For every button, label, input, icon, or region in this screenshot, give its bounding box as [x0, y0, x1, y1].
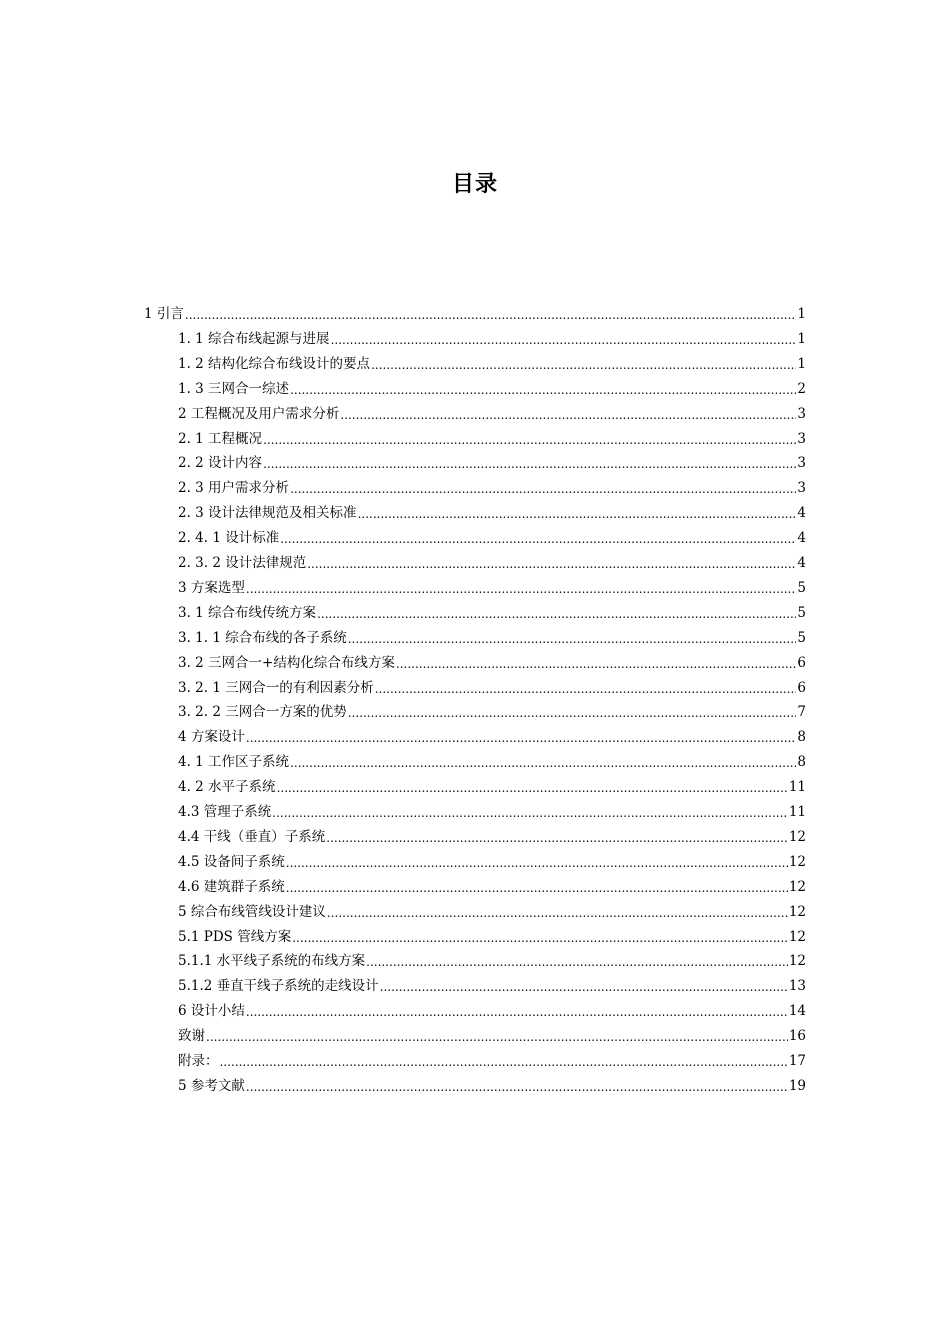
toc-dot-leader	[280, 531, 796, 547]
toc-entry[interactable]	[178, 622, 806, 647]
toc-entry-label: 2. 3 设计法律规范及相关标准	[178, 505, 357, 522]
toc-entry[interactable]	[178, 721, 806, 746]
toc-entry-label: 4. 2 水平子系统	[178, 779, 276, 796]
toc-dot-leader	[348, 705, 797, 721]
toc-entry-label: 3. 2. 2 三网合一方案的优势	[178, 704, 347, 721]
toc-entry[interactable]	[178, 597, 806, 622]
toc-entry-page-number: 11	[788, 804, 806, 820]
toc-entry-page-number: 3	[797, 430, 806, 447]
toc-entry-label: 5.1.2 垂直干线子系统的走线设计	[178, 978, 379, 995]
toc-dot-leader	[292, 930, 788, 946]
toc-entry[interactable]	[178, 995, 806, 1020]
toc-dot-leader	[307, 556, 796, 572]
toc-entry-page-number: 17	[788, 1053, 806, 1069]
toc-entry[interactable]	[178, 547, 806, 572]
toc-entry-label: 2 工程概况及用户需求分析	[178, 405, 340, 422]
toc-entry-page-number: 12	[788, 878, 806, 895]
toc-entry[interactable]	[178, 970, 806, 995]
toc-entry-label: 4.6 建筑群子系统	[178, 878, 285, 895]
toc-entry[interactable]	[178, 846, 806, 871]
toc-dot-leader	[286, 880, 788, 896]
toc-dot-leader	[263, 432, 796, 448]
toc-entry-label: 4.3 管理子系统	[178, 804, 272, 820]
toc-entry-page-number: 7	[797, 704, 806, 721]
toc-entry-page-number: 1	[797, 330, 806, 347]
toc-dot-leader	[327, 905, 788, 921]
toc-entry-label: 2. 2 设计内容	[178, 455, 263, 472]
toc-entry[interactable]	[178, 696, 806, 721]
toc-entry-page-number: 12	[788, 853, 806, 870]
toc-entry-label: 致谢	[178, 1028, 205, 1045]
toc-entry-page-number: 5	[797, 629, 806, 646]
toc-dot-leader	[272, 805, 788, 821]
toc-entry-label: 4.5 设备间子系统	[178, 853, 285, 870]
toc-entry[interactable]	[178, 522, 806, 547]
toc-entry-label: 2. 4. 1 设计标准	[178, 530, 280, 547]
toc-dot-leader	[375, 681, 797, 697]
toc-dot-leader	[246, 1079, 788, 1095]
toc-dot-leader	[246, 730, 797, 746]
toc-entry-page-number: 3	[797, 455, 806, 472]
toc-entry[interactable]	[178, 572, 806, 597]
toc-dot-leader	[246, 581, 797, 597]
toc-entry-label: 4 方案设计	[178, 729, 245, 746]
toc-entry[interactable]	[178, 1070, 806, 1095]
toc-dot-leader	[286, 855, 788, 871]
toc-dot-leader	[290, 755, 796, 771]
toc-entry-label: 5 综合布线管线设计建议	[178, 903, 326, 920]
toc-entry-page-number: 8	[797, 729, 806, 746]
toc-entry-page-number: 12	[788, 828, 806, 845]
toc-dot-leader	[290, 382, 796, 398]
toc-entry-label: 5.1.1 水平线子系统的布线方案	[178, 953, 366, 970]
toc-entry[interactable]	[144, 298, 806, 323]
toc-entry[interactable]	[178, 447, 806, 472]
toc-entry-label: 4.4 干线（垂直）子系统	[178, 828, 326, 845]
toc-entry-page-number: 3	[797, 480, 806, 497]
toc-entry-page-number: 4	[797, 505, 806, 522]
toc-dot-leader	[358, 506, 797, 522]
toc-entry-page-number: 13	[788, 978, 806, 995]
toc-entry[interactable]	[178, 497, 806, 522]
toc-entry[interactable]	[178, 821, 806, 846]
toc-dot-leader	[206, 1029, 788, 1045]
toc-entry-page-number: 6	[797, 654, 806, 671]
toc-entry-label: 3. 2. 1 三网合一的有利因素分析	[178, 679, 374, 696]
toc-entry-page-number: 5	[797, 579, 806, 596]
toc-entry[interactable]	[178, 323, 806, 348]
toc-entry-page-number: 2	[797, 380, 806, 397]
toc-entry-label: 3. 1 综合布线传统方案	[178, 604, 317, 621]
toc-entry-page-number: 4	[797, 555, 806, 571]
toc-dot-leader	[290, 481, 796, 497]
toc-dot-leader	[263, 456, 796, 472]
toc-dot-leader	[371, 357, 796, 373]
toc-entry-label: 5.1 PDS 管线方案	[178, 928, 292, 945]
toc-dot-leader	[396, 656, 797, 672]
toc-dot-leader	[246, 1004, 788, 1020]
toc-entry[interactable]	[178, 423, 806, 448]
toc-entry-label: 1. 3 三网合一综述	[178, 380, 290, 397]
toc-entry-label: 1. 2 结构化综合布线设计的要点	[178, 355, 371, 372]
toc-dot-leader	[277, 780, 788, 796]
toc-dot-leader	[340, 407, 796, 423]
toc-entry[interactable]	[178, 348, 806, 373]
toc-entry-label: 3. 2 三网合一+结构化综合布线方案	[178, 654, 395, 671]
toc-entry[interactable]	[178, 796, 806, 821]
toc-dot-leader	[348, 631, 797, 647]
toc-entry[interactable]	[178, 647, 806, 672]
toc-dot-leader	[326, 830, 788, 846]
toc-entry-page-number: 1	[797, 306, 806, 322]
toc-entry-page-number: 5	[797, 604, 806, 621]
toc-entry[interactable]	[178, 921, 806, 946]
toc-entry-page-number: 4	[797, 530, 806, 547]
toc-entry-label: 3 方案选型	[178, 579, 245, 596]
toc-entry-page-number: 12	[788, 928, 806, 945]
toc-entry[interactable]	[178, 373, 806, 398]
toc-entry[interactable]	[178, 672, 806, 697]
toc-dot-leader	[317, 606, 796, 622]
toc-entry[interactable]	[178, 398, 806, 423]
toc-entry-label: 附录：	[178, 1053, 219, 1069]
toc-entry-label: 2. 3 用户需求分析	[178, 480, 290, 497]
toc-entry[interactable]	[178, 1045, 806, 1070]
toc-entry-label: 4. 1 工作区子系统	[178, 754, 290, 771]
toc-entry[interactable]	[178, 896, 806, 921]
toc-entry-page-number: 12	[788, 953, 806, 970]
toc-entry-page-number: 14	[788, 1003, 806, 1020]
toc-entry-label: 1 引言	[144, 306, 184, 322]
toc-entry[interactable]	[178, 746, 806, 771]
page-title: 目录	[451, 172, 498, 197]
toc-entry-page-number: 8	[797, 754, 806, 771]
toc-entry-page-number: 6	[797, 679, 806, 696]
toc-entry[interactable]	[178, 771, 806, 796]
toc-entry-label: 1. 1 综合布线起源与进展	[178, 330, 330, 347]
toc-dot-leader	[380, 979, 788, 995]
toc-entry[interactable]	[178, 871, 806, 896]
toc-entry-label: 2. 1 工程概况	[178, 430, 263, 447]
toc-dot-leader	[331, 332, 797, 348]
toc-entry-page-number: 11	[788, 779, 806, 796]
toc-entry-label: 2. 3. 2 设计法律规范	[178, 555, 307, 571]
toc-entry-label: 6 设计小结	[178, 1003, 245, 1020]
toc-entry[interactable]	[178, 1020, 806, 1045]
toc-entry[interactable]	[178, 945, 806, 970]
toc-entry-label: 5 参考文献	[178, 1077, 245, 1094]
toc-entry-page-number: 12	[788, 903, 806, 920]
toc-dot-leader	[220, 1054, 788, 1070]
toc-entry-page-number: 19	[788, 1077, 806, 1094]
toc-entry[interactable]	[178, 472, 806, 497]
toc-entry-page-number: 16	[788, 1028, 806, 1045]
toc-entry-label: 3. 1. 1 综合布线的各子系统	[178, 629, 347, 646]
toc-entry-page-number: 3	[797, 405, 806, 422]
toc-dot-leader	[366, 954, 788, 970]
toc-entry-page-number: 1	[797, 355, 806, 372]
toc-dot-leader	[185, 307, 797, 323]
